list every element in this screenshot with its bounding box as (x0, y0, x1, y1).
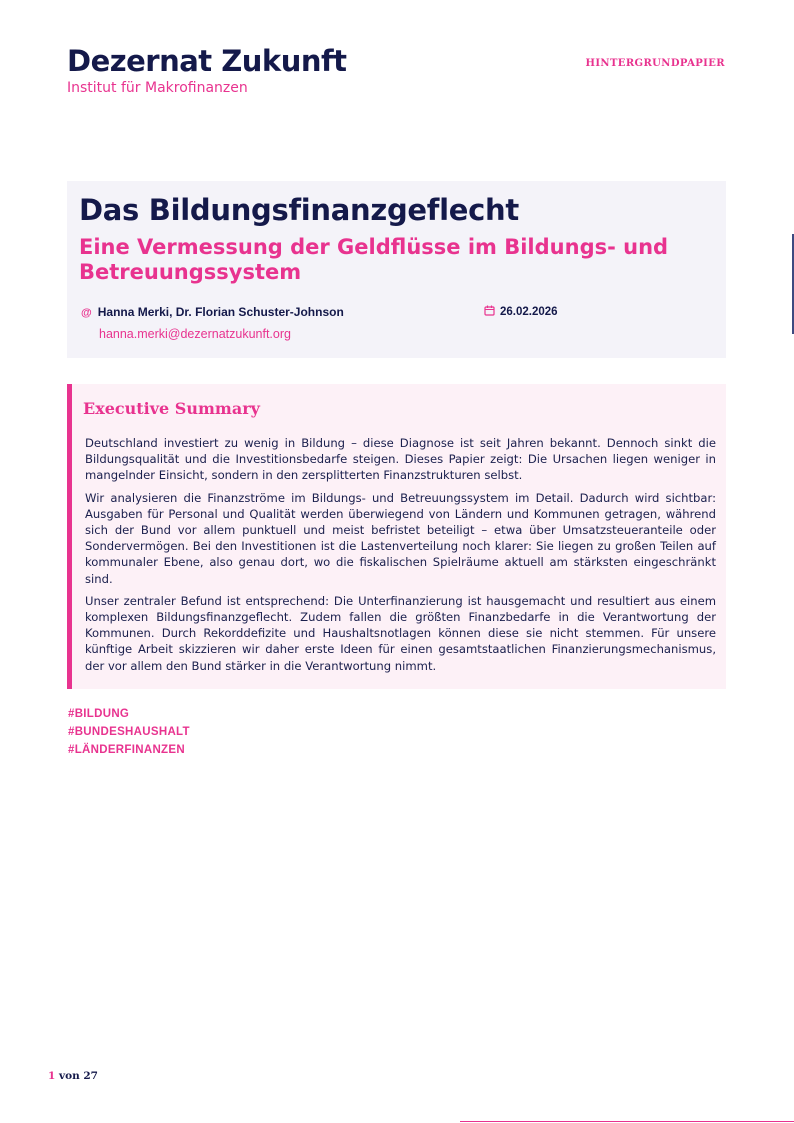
summary-paragraph: Wir analysieren die Finanzströme im Bildungs- und Betreuungssystem im Detail. Dadurch wird sichtbar: Ausgaben für Personal und Qualität werden überwiegend von Ländern und Kommunen getragen, während sich der Bund vor allem punktuell und meist befristet beteiligt – etwa über Umsatzsteueranteile oder Sondervermögen. Bei den Investitionen ist die Lastenverteilung noch klarer: Sie liegen zu großen Teilen auf kommunaler Ebene, also genau dort, wo die fiskalischen Spielräume aktuell am stärksten eingeschränkt sind. (85, 490, 716, 586)
brand-subtitle: Institut für Makrofinanzen (67, 80, 248, 96)
author-email-link[interactable]: hanna.merki@dezernatzukunft.org (99, 327, 291, 341)
document-title: Das Bildungsfinanzgeflecht (79, 193, 519, 227)
page-indicator (48, 1070, 98, 1082)
at-icon: @ (81, 307, 92, 319)
brand-name: Dezernat Zukunft (67, 44, 347, 78)
publication-date: 26.02.2026 (500, 306, 558, 318)
brand-logo (67, 44, 347, 97)
tag-bildung[interactable]: #BILDUNG (68, 708, 130, 720)
summary-body (85, 435, 716, 680)
calendar-icon (484, 305, 495, 319)
tag-bundeshaushalt[interactable]: #BUNDESHAUSHALT (68, 726, 190, 738)
executive-summary (67, 384, 726, 689)
page-total: von 27 (58, 1070, 98, 1082)
document-type-label: HINTERGRUNDPAPIER (585, 58, 725, 69)
date-line (484, 305, 558, 319)
page-current: 1 (48, 1070, 56, 1082)
footer-rule (460, 1121, 794, 1122)
summary-paragraph: Unser zentraler Befund ist entsprechend: Die Unterfinanzierung ist hausgemacht und resultiert aus einem komplexen Bildungsfinanzgeflecht. Zudem fallen die größten Finanzbedarfe in die Verantwortung der Kommunen. Durch Rekorddefizite und Haushaltsnotlagen können diese sie nicht stemmen. Für unsere künftige Arbeit skizzieren wir daher erste Ideen für einen gesamtstaatlichen Finanzierungsmechanismus, der vor allem den Bund stärker in die Verantwortung nimmt. (85, 593, 716, 673)
authors: Hanna Merki, Dr. Florian Schuster-Johnson (97, 305, 344, 319)
tag-laenderfinanzen[interactable]: #LÄNDERFINANZEN (68, 744, 185, 756)
summary-paragraph: Deutschland investiert zu wenig in Bildung – diese Diagnose ist seit Jahren bekannt. Dennoch sinkt die Bildungsqualität und die Investitionsbedarfe steigen. Dieses Papier zeigt: Die Ursachen liegen weniger in mangelnder Einsicht, sondern in den zersplitterten Finanzstrukturen selbst. (85, 436, 716, 483)
document-subtitle: Eine Vermessung der Geldflüsse im Bildungs- und Betreuungssystem (79, 235, 669, 284)
tag-list (68, 705, 190, 759)
title-block (67, 181, 726, 358)
summary-heading: Executive Summary (83, 399, 260, 418)
authors-line (81, 305, 344, 319)
